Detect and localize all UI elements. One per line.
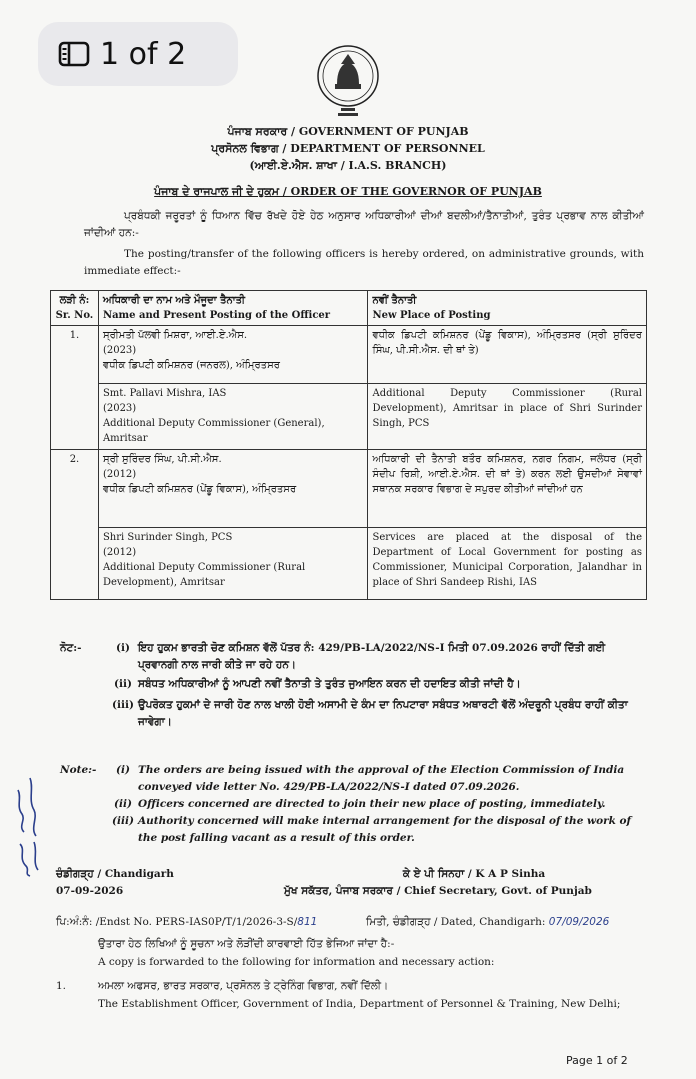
note-num: (i) (116, 764, 130, 776)
intro-english-text: The posting/transfer of the following officers is hereby ordered, on administrative grounds, with immediate effect:- (84, 248, 644, 277)
note-spacer (60, 813, 108, 847)
notes-label: Note:- (60, 764, 97, 776)
note-text: ਇਹ ਹੁਕਮ ਭਾਰਤੀ ਚੋਣ ਕਮਿਸ਼ਨ ਵੱਲੋਂ ਪੱਤਰ ਨੰ: 429/PB-LA/2022/NS-I ਮਿਤੀ 07.09.2026 ਰਾਹੀਂ ਦਿੱਤੀ ਗਈ ਪ੍ਰਵਾਨਗੀ ਨਾਲ ਜਾਰੀ ਕੀਤੇ ਜਾ ਰਹੇ ਹਨ। (138, 642, 606, 671)
recipient-english: The Establishment Officer, Government of India, Department of Personnel & Training, New Delhi; (98, 998, 621, 1010)
row-posting-en: Services are placed at the disposal of the Department of Local Government for posting as Commissioner, Municipal Corporation, Jalandhar in place of Shri Sandeep Rishi, IAS (368, 528, 647, 600)
endorsement-date-label: ਮਿਤੀ, ਚੰਡੀਗੜ੍ਹ / Dated, Chandigarh: (366, 916, 546, 928)
endorsement-number: ਪਿ:ਅੰ:ਨੰ: /Endst No. PERS-IAS0P/T/1/2026-3-S/ (56, 916, 298, 928)
row-officer-en: Shri Surinder Singh, PCS (2012) Additional Deputy Commissioner (Rural Development), Amritsar (98, 528, 368, 600)
row-sr: 2. (51, 450, 99, 600)
col-officer-pa: ਅਧਿਕਾਰੀ ਦਾ ਨਾਮ ਅਤੇ ਮੌਜੂਦਾ ਤੈਨਾਤੀ (102, 295, 246, 306)
endorsement-date (366, 914, 609, 931)
row-sr: 1. (51, 326, 99, 450)
signature-place-date (56, 866, 174, 900)
col-posting-pa: ਨਵੀਂ ਤੈਨਾਤੀ (372, 295, 417, 306)
endorsement-date-handwritten: 07/09/2026 (548, 916, 610, 928)
notes-english (60, 762, 643, 847)
row-posting-pa: ਵਧੀਕ ਡਿਪਟੀ ਕਮਿਸ਼ਨਰ (ਪੇਂਡੂ ਵਿਕਾਸ), ਅੰਮ੍ਰਿਤਸਰ (ਸ੍ਰੀ ਸੁਰਿੰਦਰ ਸਿੰਘ, ਪੀ.ਸੀ.ਐਸ. ਦੀ ਥਾਂ ਤੇ) (368, 326, 647, 384)
recipient-punjabi: ਅਮਲਾ ਅਫਸਰ, ਭਾਰਤ ਸਰਕਾਰ, ਪ੍ਰਸੋਨਲ ਤੇ ਟ੍ਰੇਨਿੰਗ ਵਿਭਾਗ, ਨਵੀਂ ਦਿੱਲੀ। (98, 980, 389, 992)
page-indicator (38, 22, 238, 86)
department-heading: ਪ੍ਰਸੋਨਲ ਵਿਭਾਗ / DEPARTMENT OF PERSONNEL (211, 142, 485, 155)
recipient-number: 1. (56, 980, 67, 992)
col-sr-en: Sr. No. (55, 310, 94, 321)
state-emblem-icon (313, 40, 383, 120)
notes-punjabi (60, 640, 643, 731)
note-num: (ii) (114, 798, 132, 810)
row-officer-en: Smt. Pallavi Mishra, IAS (2023) Additional Deputy Commissioner (General), Amritsar (98, 384, 368, 450)
col-officer-en: Name and Present Posting of the Officer (102, 310, 331, 321)
signatory-name: ਕੇ ਏ ਪੀ ਸਿਨਹਾ / K A P Sinha (402, 868, 546, 880)
document-pages-icon (58, 41, 90, 67)
row-officer-pa: ਸ੍ਰੀ ਸੁਰਿੰਦਰ ਸਿੰਘ, ਪੀ.ਸੀ.ਐਸ. (2012) ਵਧੀਕ ਡਿਪਟੀ ਕਮਿਸ਼ਨਰ (ਪੇਂਡੂ ਵਿਕਾਸ), ਅੰਮ੍ਰਿਤਸਰ (98, 450, 368, 528)
table-row (51, 384, 647, 450)
note-num: (i) (116, 642, 130, 654)
note-text: Officers concerned are directed to join their new place of posting, immediately. (138, 798, 606, 810)
col-posting-header (368, 291, 647, 326)
copy-forward-punjabi: ਉਤਾਰਾ ਹੇਠ ਲਿਖਿਆਂ ਨੂੰ ਸੂਚਨਾ ਅਤੇ ਲੋੜੀਂਦੀ ਕਾਰਵਾਈ ਹਿੱਤ ਭੇਜਿਆ ਜਾਂਦਾ ਹੈ:- (98, 938, 395, 950)
row-posting-en: Additional Deputy Commissioner (Rural Development), Amritsar in place of Shri Surinder Singh, PCS (368, 384, 647, 450)
intro-punjabi-text: ਪ੍ਰਬੰਧਕੀ ਜਰੂਰਤਾਂ ਨੂੰ ਧਿਆਨ ਵਿੱਚ ਰੱਖਦੇ ਹੋਏ ਹੇਠ ਅਨੁਸਾਰ ਅਧਿਕਾਰੀਆਂ ਦੀਆਂ ਬਦਲੀਆਂ/ਤੈਨਾਤੀਆਂ, ਤੁਰੰਤ ਪ੍ਰਭਾਵ ਨਾਲ ਕੀਤੀਆਂ ਜਾਂਦੀਆਂ ਹਨ:- (84, 210, 644, 239)
note-item (60, 640, 643, 674)
note-text: Authority concerned will make internal arrangement for the disposal of the work of the post falling vacant as a result of this order. (138, 815, 632, 844)
signatory-block (284, 866, 664, 900)
row-officer-pa: ਸ੍ਰੀਮਤੀ ਪੱਲਵੀ ਮਿਸ਼ਰਾ, ਆਈ.ਏ.ਐਸ. (2023) ਵਧੀਕ ਡਿਪਟੀ ਕਮਿਸ਼ਨਰ (ਜਨਰਲ), ਅੰਮ੍ਰਿਤਸਰ (98, 326, 368, 384)
order-title: ਪੰਜਾਬ ਦੇ ਰਾਜਪਾਲ ਜੀ ਦੇ ਹੁਕਮ / ORDER OF THE GOVERNOR OF PUNJAB (154, 185, 542, 198)
signatory-designation: ਮੁੱਖ ਸਕੱਤਰ, ਪੰਜਾਬ ਸਰਕਾਰ / Chief Secretary, Govt. of Punjab (284, 885, 592, 897)
row-posting-pa: ਅਧਿਕਾਰੀ ਦੀ ਤੈਨਾਤੀ ਬਤੌਰ ਕਮਿਸ਼ਨਰ, ਨਗਰ ਨਿਗਮ, ਜਲੰਧਰ (ਸ੍ਰੀ ਸੰਦੀਪ ਰਿਸ਼ੀ, ਆਈ.ਏ.ਐਸ. ਦੀ ਥਾਂ ਤੇ) ਕਰਨ ਲਈ ਉਸਦੀਆਂ ਸੇਵਾਵਾਂ ਸਥਾਨਕ ਸਰਕਾਰ ਵਿਭਾਗ ਦੇ ਸਪੁਰਦ ਕੀਤੀਆਂ ਜਾਂਦੀਆਂ ਹਨ (368, 450, 647, 528)
note-item (60, 762, 643, 796)
table-row (51, 528, 647, 600)
note-spacer (60, 697, 108, 731)
col-posting-en: New Place of Posting (372, 310, 491, 321)
col-sr-pa: ਲੜੀ ਨੰ: (59, 295, 90, 306)
copy-forward-english: A copy is forwarded to the following for information and necessary action: (98, 956, 495, 968)
note-item (60, 676, 643, 693)
table-row (51, 450, 647, 528)
table-header-row (51, 291, 647, 326)
signature-place: ਚੰਡੀਗੜ੍ਹ / Chandigarh (56, 868, 174, 880)
handwritten-margin-note (8, 770, 48, 880)
table-row (51, 326, 647, 384)
note-text: ਉਪਰੋਕਤ ਹੁਕਮਾਂ ਦੇ ਜਾਰੀ ਹੋਣ ਨਾਲ ਖਾਲੀ ਹੋਈ ਅਸਾਮੀ ਦੇ ਕੰਮ ਦਾ ਨਿਪਟਾਰਾ ਸਬੰਧਤ ਅਥਾਰਟੀ ਵੱਲੋਂ ਅੰਦਰੂਨੀ ਪ੍ਰਬੰਧ ਰਾਹੀਂ ਕੀਤਾ ਜਾਵੇਗਾ। (138, 699, 628, 728)
postings-table (50, 290, 647, 600)
note-spacer (60, 676, 108, 693)
government-heading: ਪੰਜਾਬ ਸਰਕਾਰ / GOVERNMENT OF PUNJAB (227, 125, 469, 138)
note-spacer (60, 796, 108, 813)
note-num: (iii) (112, 699, 134, 711)
endorsement-line (56, 914, 656, 931)
endorsement-number-handwritten: 811 (297, 916, 318, 928)
col-officer-header (98, 291, 368, 326)
intro-punjabi (84, 208, 644, 242)
intro-english (84, 246, 644, 280)
page-indicator-label: 1 of 2 (100, 36, 187, 72)
note-item (60, 796, 643, 813)
note-item (60, 697, 643, 731)
note-num: (ii) (114, 678, 132, 690)
branch-heading: (ਆਈ.ਏ.ਐਸ. ਸ਼ਾਖਾ / I.A.S. BRANCH) (249, 159, 447, 172)
note-num: (iii) (112, 815, 134, 827)
col-sr-header (51, 291, 99, 326)
page-number: Page 1 of 2 (566, 1054, 628, 1067)
note-text: ਸਬੰਧਤ ਅਧਿਕਾਰੀਆਂ ਨੂੰ ਆਪਣੀ ਨਵੀਂ ਤੈਨਾਤੀ ਤੇ ਤੁਰੰਤ ਜੁਆਇਨ ਕਰਨ ਦੀ ਹਦਾਇਤ ਕੀਤੀ ਜਾਂਦੀ ਹੈ। (138, 678, 521, 690)
note-text: The orders are being issued with the approval of the Election Commission of India conveyed vide letter No. 429/PB-LA/2022/NS-I dated 07.09.2026. (138, 764, 625, 793)
signature-date: 07-09-2026 (56, 885, 124, 897)
notes-label: ਨੋਟ:- (60, 642, 82, 654)
note-item (60, 813, 643, 847)
